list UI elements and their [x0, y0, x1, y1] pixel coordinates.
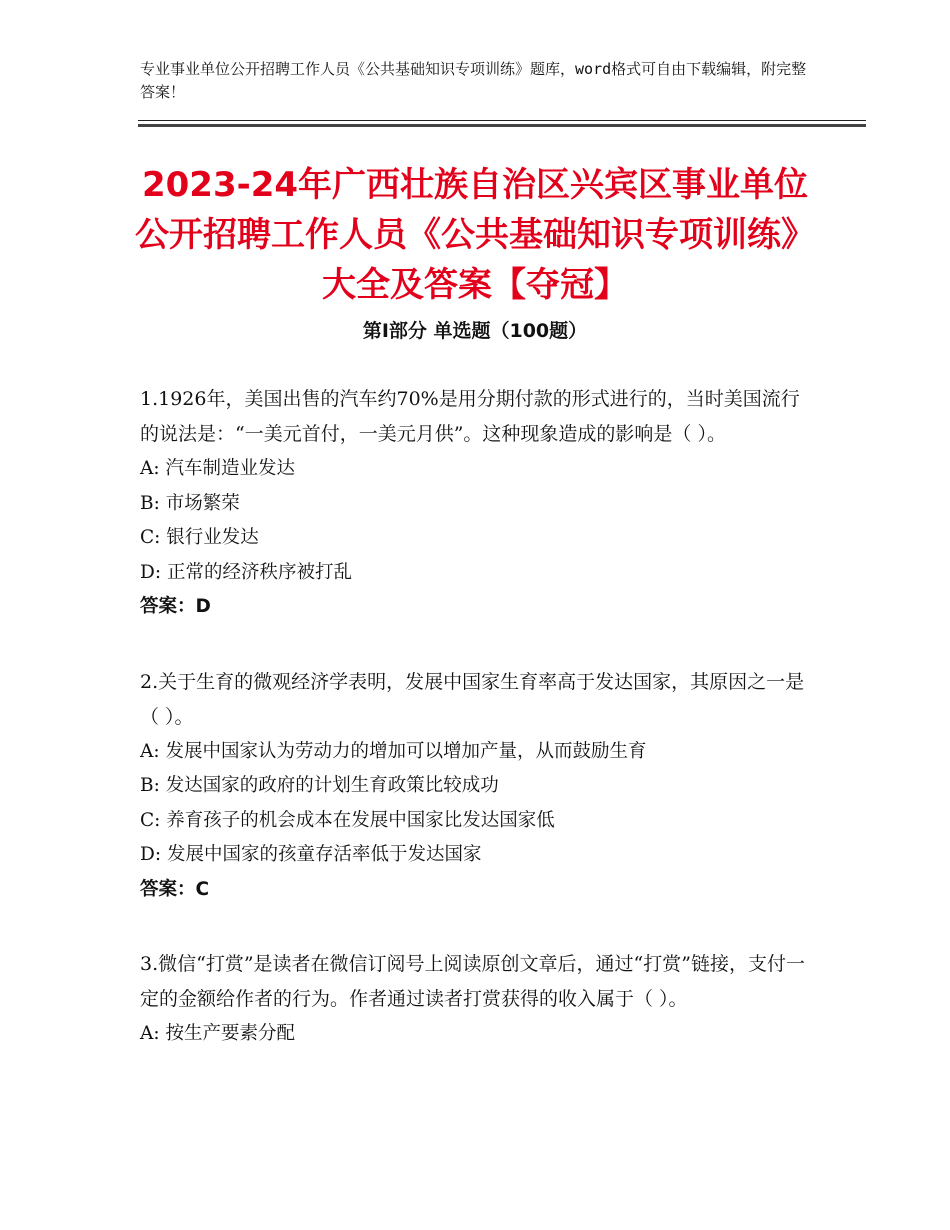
- header-note: 专业事业单位公开招聘工作人员《公共基础知识专项训练》题库，word格式可自由下载编辑，附完整答案！: [140, 60, 807, 101]
- answer-line: 答案：D: [140, 596, 211, 617]
- question-stem: 1.1926年，美国出售的汽车约70%是用分期付款的形式进行的，当时美国流行的说法是：“一美元首付，一美元月供”。这种现象造成的影响是（ ）。: [140, 388, 800, 445]
- question-1: [140, 382, 810, 625]
- question-3: [140, 947, 810, 1052]
- header-divider-thin: [138, 120, 866, 121]
- option-c: C: 银行业发达: [140, 527, 259, 548]
- question-stem: 3.微信“打赏”是读者在微信订阅号上阅读原创文章后，通过“打赏”链接，支付一定的金额给作者的行为。作者通过读者打赏获得的收入属于（ ）。: [140, 953, 805, 1010]
- option-a: A: 发展中国家认为劳动力的增加可以增加产量，从而鼓励生育: [140, 740, 647, 762]
- question-stem: 2.关于生育的微观经济学表明，发展中国家生育率高于发达国家，其原因之一是（ ）。: [140, 670, 805, 728]
- header-divider-thick: [138, 124, 866, 127]
- option-a: A: 按生产要素分配: [140, 1023, 295, 1044]
- document-title: 2023-24年广西壮族自治区兴宾区事业单位公开招聘工作人员《公共基础知识专项训练》大全及答案【夺冠】: [135, 165, 815, 305]
- option-b: B: 发达国家的政府的计划生育政策比较成功: [140, 775, 499, 796]
- answer-line: 答案：C: [140, 878, 210, 900]
- section-heading: 第Ⅰ部分 单选题（100题）: [362, 320, 588, 342]
- option-c: C: 养育孩子的机会成本在发展中国家比发达国家低: [140, 809, 555, 831]
- option-a: A: 汽车制造业发达: [140, 458, 295, 479]
- option-d: D: 正常的经济秩序被打乱: [140, 561, 352, 583]
- question-list: [140, 382, 810, 1092]
- option-d: D: 发展中国家的孩童存活率低于发达国家: [140, 844, 482, 865]
- option-b: B: 市场繁荣: [140, 492, 240, 514]
- question-2: [140, 665, 810, 908]
